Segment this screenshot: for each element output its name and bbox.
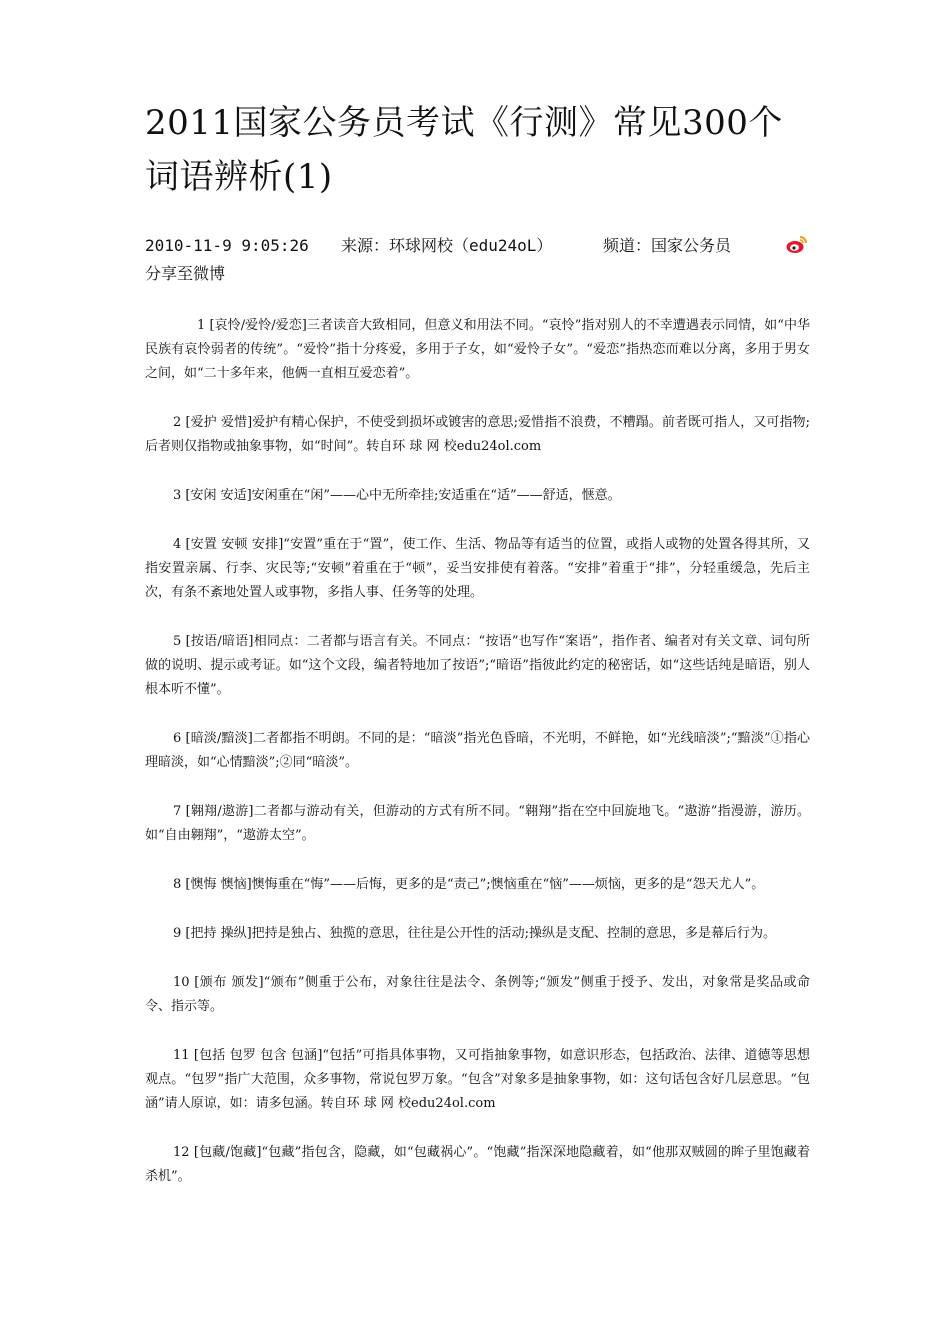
paragraph: 12 [包藏/饱藏]“包藏”指包含，隐藏，如“包藏祸心”。“饱藏”指深深地隐藏着，如“他那双贼圆的眸子里饱藏着杀机”。 [145, 1145, 810, 1184]
paragraph: 5 [按语/暗语]相同点：二者都与语言有关。不同点：“按语”也写作“案语”，指作者、编者对有关文章、词句所做的说明、提示或考证。如“这个文段，编者特地加了按语”;“暗语”指彼此约定的秘密话，如“这些话纯是暗语，别人根本听不懂”。 [145, 634, 810, 697]
share-to-weibo-link[interactable]: 分享至微博 [145, 264, 226, 283]
publish-date: 2010-11-9 9:05:26 [145, 236, 309, 255]
weibo-icon[interactable] [786, 234, 808, 254]
paragraph: 7 [翱翔/遨游]二者都与游动有关，但游动的方式有所不同。“翱翔”指在空中回旋地飞。“遨游”指漫游，游历。如“自由翱翔”，“遨游太空”。 [145, 804, 810, 843]
paragraph: 3 [安闲 安适]安闲重在“闲”——心中无所牵挂;安适重在“适”——舒适，惬意。 [173, 488, 621, 503]
article-source: 来源：环球网校（edu24oL） [341, 236, 553, 255]
paragraph: 6 [暗淡/黯淡]二者都指不明朗。不同的是：“暗淡”指光色昏暗，不光明，不鲜艳，如“光线暗淡”;“黯淡”①指心理暗淡，如“心情黯淡”;②同“暗淡”。 [145, 731, 810, 770]
paragraph: 8 [懊悔 懊恼]懊悔重在“悔”——后悔，更多的是“责己”;懊恼重在“恼”——烦恼，更多的是“怨天尤人”。 [173, 877, 765, 892]
paragraph: 11 [包括 包罗 包含 包涵]“包括”可指具体事物，又可指抽象事物，如意识形态，包括政治、法律、道德等思想观点。“包罗”指广大范围，众多事物，常说包罗万象。“包含”对象多是抽象事物，如：这句话包含好几层意思。“包涵”请人原谅，如：请多包涵。转自环 球 网 校edu24ol.com [145, 1048, 810, 1111]
article-channel: 频道：国家公务员 [603, 236, 732, 255]
paragraph: 10 [颁布 颁发]“颁布”侧重于公布，对象往往是法令、条例等;“颁发”侧重于授予、发出，对象常是奖品或命令、指示等。 [145, 975, 810, 1014]
article-meta [145, 232, 810, 288]
article-body [145, 314, 810, 1189]
article [145, 96, 810, 1214]
paragraph: 2 [爱护 爱惜]爱护有精心保护，不使受到损坏或镀害的意思;爱惜指不浪费，不糟蹋。前者既可指人，又可指物;后者则仅指物或抽象事物，如“时间”。转自环 球 网 校edu24ol.com [145, 415, 810, 454]
article-title: 2011国家公务员考试《行测》常见300个词语辨析(1) [145, 103, 783, 197]
paragraph: 4 [安置 安顿 安排]“安置”重在于“置”，使工作、生活、物品等有适当的位置，或指人或物的处置各得其所，又指安置亲属、行李、灾民等;“安顿”着重在于“顿”，妥当安排使有着落。“安排”着重于“排”，分轻重缓急，先后主次，有条不紊地处置人或事物，多指人事、任务等的处理。 [145, 537, 810, 600]
paragraph: 9 [把持 操纵]把持是独占、独揽的意思，往往是公开性的活动;操纵是支配、控制的意思，多是幕后行为。 [173, 926, 777, 941]
paragraph: 1 [哀怜/爱怜/爱恋]三者读音大致相同，但意义和用法不同。“哀怜”指对别人的不幸遭遇表示同情，如“中华民族有哀怜弱者的传统”。“爱怜”指十分疼爱，多用于子女，如“爱怜子女”。“爱恋”指热恋而难以分离，多用于男女之间，如“二十多年来，他俩一直相互爱恋着”。 [145, 318, 810, 381]
